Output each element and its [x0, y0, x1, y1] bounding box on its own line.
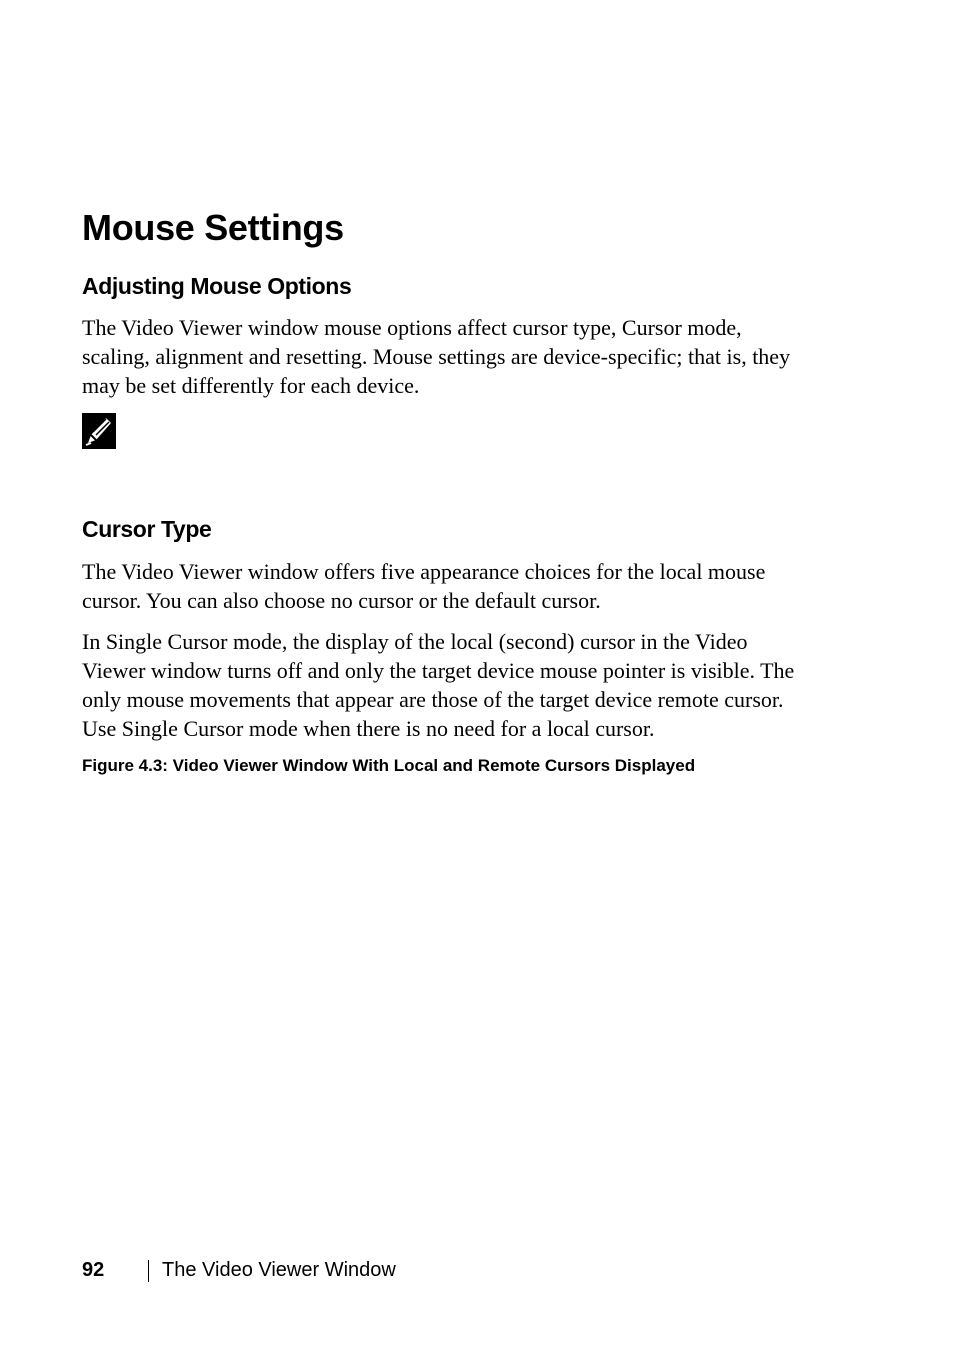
paragraph-line: Viewer window turns off and only the target device mouse pointer is visible. The [82, 658, 795, 683]
cursor-type-paragraph-2 [82, 627, 857, 743]
paragraph-line: In Single Cursor mode, the display of the local (second) cursor in the Video [82, 629, 748, 654]
paragraph-line: may be set differently for each device. [82, 373, 420, 398]
paragraph-line: The Video Viewer window offers five appearance choices for the local mouse [82, 559, 766, 584]
page-number: 92 [82, 1259, 105, 1281]
footer-chapter-title: The Video Viewer Window [162, 1259, 396, 1281]
note-pencil-icon [82, 413, 116, 449]
cursor-type-paragraph-1 [82, 557, 857, 615]
adjusting-mouse-options-paragraph [82, 313, 857, 400]
paragraph-line: The Video Viewer window mouse options affect cursor type, Cursor mode, [82, 315, 742, 340]
figure-caption: Figure 4.3: Video Viewer Window With Local and Remote Cursors Displayed [82, 756, 696, 775]
section-heading-cursor-type: Cursor Type [82, 516, 212, 542]
page-title: Mouse Settings [82, 207, 344, 248]
paragraph-line: only mouse movements that appear are those of the target device remote cursor. [82, 687, 784, 712]
section-heading-adjusting-mouse-options: Adjusting Mouse Options [82, 273, 352, 299]
paragraph-line: cursor. You can also choose no cursor or the default cursor. [82, 588, 601, 613]
paragraph-line: scaling, alignment and resetting. Mouse settings are device-specific; that is, they [82, 344, 791, 369]
paragraph-line: Use Single Cursor mode when there is no need for a local cursor. [82, 716, 655, 741]
footer-divider [148, 1260, 149, 1282]
